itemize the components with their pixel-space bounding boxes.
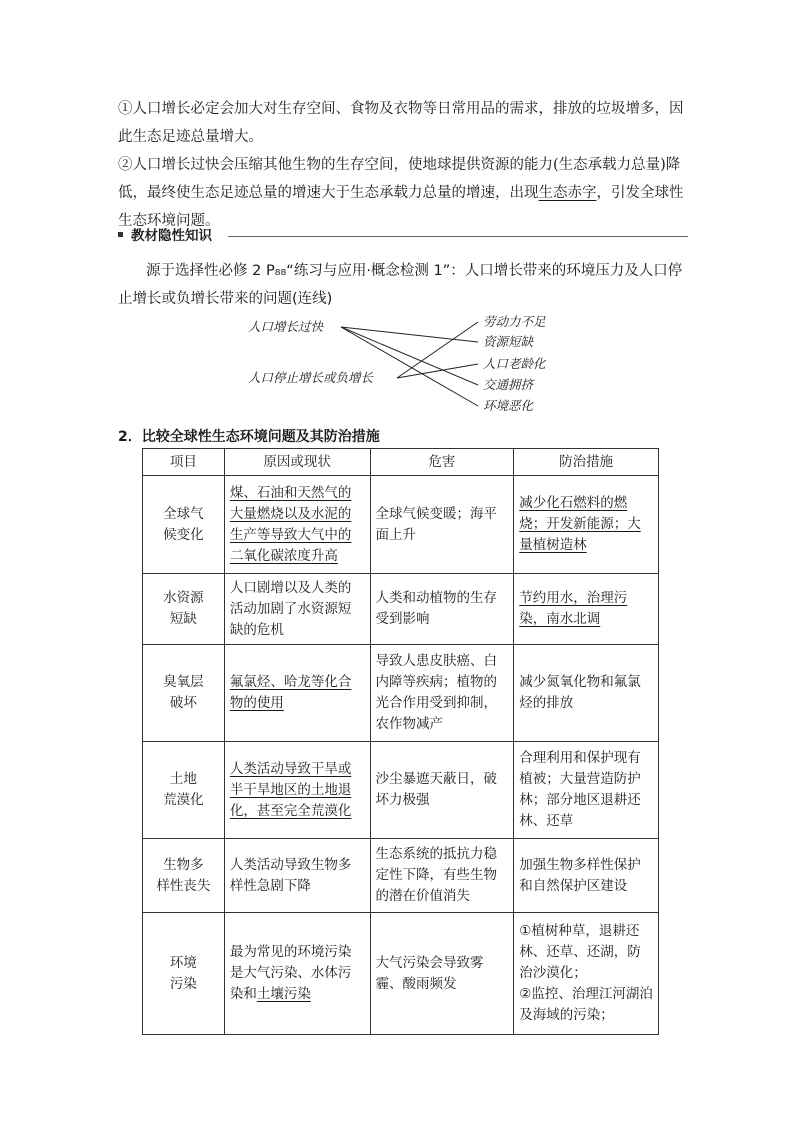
header-harm: 危害 (370, 449, 514, 476)
row-harm: 大气污染会导致雾霾、酸雨频发 (370, 913, 514, 1035)
line-fast-to-environment (341, 327, 478, 406)
right-item-labor: 劳动力不足 (483, 314, 546, 329)
paragraph-2 (118, 151, 692, 235)
paragraph-2-text-a: ②人口增长过快会压缩其他生物的生存空间，使地球提供资源的能力(生态承载力总量)降低，最终使生态足迹总量的增速大于生态承载力总量的增速，出现 (118, 157, 681, 201)
right-item-aging: 人口老龄化 (483, 356, 546, 371)
table-row (143, 742, 659, 839)
source-text: 源于选择性必修 2 P₈₈“练习与应用·概念检测 1”：人口增长带来的环境压力及人口停止增长或负增长带来的问题(连线) (118, 263, 683, 307)
table-row (143, 839, 659, 913)
left-item-stop-growth: 人口停止增长或负增长 (248, 370, 374, 385)
table-row (143, 574, 659, 645)
section-2-title: 2．比较全球性生态环境问题及其防治措施 (118, 429, 380, 445)
row-item: 臭氧层 破坏 (143, 645, 225, 742)
table-row (143, 645, 659, 742)
section-header (118, 226, 688, 246)
header-item: 项目 (143, 449, 225, 476)
table-row (143, 476, 659, 574)
row-cause: 人口剧增以及人类的活动加剧了水资源短缺的危机 (224, 574, 370, 645)
row-cause: 人类活动导致干旱或半干旱地区的土地退化，甚至完全荒漠化 (224, 742, 370, 839)
row-cause: 煤、石油和天然气的大量燃烧以及水泥的生产等导致大气中的二氧化碳浓度升高 (224, 476, 370, 574)
row-measure: ①植树种草，退耕还林、还草、还湖，防治沙漠化； ②监控、治理江河湖泊及海域的污染； (514, 913, 659, 1035)
line-stop-to-labor (397, 322, 478, 378)
row-item: 环境 污染 (143, 913, 225, 1035)
section-rule (228, 236, 688, 237)
row-cause: 人类活动导致生物多样性急剧下降 (224, 839, 370, 913)
row-harm: 生态系统的抵抗力稳定性下降，有些生物的潜在价值消失 (370, 839, 514, 913)
paragraph-2-text-b: ，引发全球性生态环境问题。 (118, 185, 684, 229)
header-cause: 原因或现状 (224, 449, 370, 476)
soil-pollution-term: 土壤污染 (256, 986, 311, 1002)
left-item-fast-growth: 人口增长过快 (248, 319, 324, 334)
right-item-resources: 资源短缺 (483, 334, 534, 349)
row-item: 土地 荒漠化 (143, 742, 225, 839)
comparison-table (142, 448, 659, 1035)
table-header-row (143, 449, 659, 476)
matching-diagram (240, 312, 600, 416)
section-title: 教材隐性知识 (131, 228, 212, 244)
row-measure: 节约用水，治理污染，南水北调 (514, 574, 659, 645)
row-harm: 全球气候变暖；海平面上升 (370, 476, 514, 574)
paragraph-1: ①人口增长必定会加大对生存空间、食物及衣物等日常用品的需求，排放的垃圾增多，因此生态足迹总量增大。 (118, 101, 684, 145)
row-item: 水资源 短缺 (143, 574, 225, 645)
row-harm: 人类和动植物的生存受到影响 (370, 574, 514, 645)
table-row (143, 913, 659, 1035)
right-item-environment: 环境恶化 (483, 398, 534, 413)
row-measure: 加强生物多样性保护和自然保护区建设 (514, 839, 659, 913)
header-measure: 防治措施 (514, 449, 659, 476)
row-cause: 最为常见的环境污染是大气污染、水体污染和土壤污染 (224, 913, 370, 1035)
ecological-deficit-term: 生态赤字 (538, 185, 597, 201)
square-bullet-icon (118, 232, 123, 237)
row-measure: 合理利用和保护现有植被；大量营造防护林；部分地区退耕还林、还草 (514, 742, 659, 839)
row-cause: 氟氯烃、哈龙等化合物的使用 (224, 645, 370, 742)
row-measure: 减少氮氧化物和氟氯烃的排放 (514, 645, 659, 742)
row-harm: 沙尘暴遮天蔽日，破坏力极强 (370, 742, 514, 839)
row-item: 生物多 样性丧失 (143, 839, 225, 913)
line-fast-to-shortage (341, 327, 478, 342)
row-measure: 减少化石燃料的燃烧；开发新能源；大量植树造林 (514, 476, 659, 574)
row-item: 全球气 候变化 (143, 476, 225, 574)
right-item-traffic: 交通拥挤 (483, 377, 534, 392)
row-harm: 导致人患皮肤癌、白内障等疾病；植物的光合作用受到抑制，农作物减产 (370, 645, 514, 742)
